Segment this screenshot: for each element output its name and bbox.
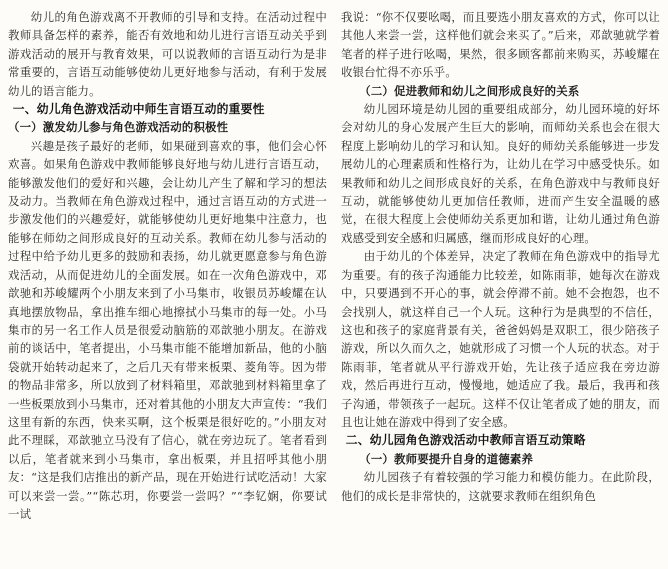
left-column — [8, 8, 327, 569]
paragraph-interest: 兴趣是孩子最好的老师，如果碰到喜欢的事，他们会心怀欢喜。如果角色游戏中教师能够良好地与幼儿进行言语互动，能够激发他们的爱好和兴趣，会让幼儿产生了解和学习的想法及动力。当教师在角色游戏过程中，通过言语互动的方式进一步激发他们的兴趣爱好，就能够使幼儿更好地集中注意力，也能够在师幼之间形成良好的互动关系。教师在幼儿参与活动的过程中给予幼儿更多的鼓励和表扬，幼儿就更愿意参与角色游戏活动，从而促进幼儿的全面发展。如在一次角色游戏中，邓歆驰和苏峻耀两个小朋友来到了小马集市，收银员苏峻耀在认真地摆放物品，拿出推车细心地擦拭小马集市的每一处。小马集市的另一名工作人员是很爱动脑筋的邓歆驰小朋友。在游戏前的谈话中，笔者提出，小马集市能不能增加新品，他的小脑袋就开始转动起来了，之后几天有带来板栗、菱角等。因为带的物品非常多，所以放到了材料箱里，邓歆驰到材料箱里拿了一些板栗放到小马集市，还对着其他的小朋友大声宣传：“我们这里有新的东西，快来买啊，这个板栗是很好吃的。”小朋友对此不理睬，邓歆驰立马没有了信心，就在旁边玩了。笔者看到以后，笔者就来到小马集市，拿出板栗，并且招呼其他小朋友：“这是我们店推出的新产品，现在开始进行试吃活动！大家可以来尝一尝。”“陈芯玥，你要尝一尝吗？”“李钇娴，你要试一试 — [8, 138, 327, 521]
section-heading-1: 一、幼儿角色游戏活动中师生言语互动的重要性 — [12, 102, 265, 117]
subsection-heading-1: （一）激发幼儿参与角色游戏活动的积极性 — [8, 120, 229, 135]
right-column — [341, 8, 660, 569]
subsection-heading-2: （二）促进教师和幼儿之间形成良好的关系 — [359, 83, 580, 98]
subsection-heading-3: （一）教师要提升自身的道德素养 — [359, 451, 534, 466]
paragraph-relationship: 幼儿园环境是幼儿园的重要组成部分，幼儿园环境的好坏会对幼儿的身心发展产生巨大的影响，而师幼关系也会在很大程度上影响幼儿的学习和认知。良好的师幼关系能够进一步发展幼儿的心理素质和性格行为，让幼儿在学习中感受快乐。如果教师和幼儿之间形成良好的关系，在角色游戏中与教师良好互动，就能够使幼儿更加信任教师，进而产生安全温暖的感觉，在很大程度上会使师幼关系更加和谐，让幼儿通过角色游戏感受到安全感和归属感，继而形成良好的心理。 — [341, 102, 660, 245]
paragraph-continuation: 我说：“你不仅要吆喝，而且要选小朋友喜欢的方式，你可以让其他人来尝一尝，这样他们就会来买了。”后来，邓歆驰就学着笔者的样子进行吆喝，果然，很多顾客都前来购买，苏峻耀在收银台忙得不亦乐乎。 — [341, 10, 660, 80]
paragraph-moral-literacy: 幼儿园孩子有着较强的学习能力和模仿能力。在此阶段，他们的成长是非常快的，这就要求教师在组织角色 — [341, 470, 660, 503]
section-heading-2: 二、幼儿园角色游戏活动中教师言语互动策略 — [345, 433, 586, 448]
paragraph-individual-differences: 由于幼儿的个体差异，决定了教师在角色游戏中的指导尤为重要。有的孩子沟通能力比较差，如陈雨菲，她每次在游戏中，只要遇到不开心的事，就会停滞不前。她不会抱怨，也不会找别人，就这样自己一个人玩。这种行为是典型的不信任，这也和孩子的家庭背景有关，爸爸妈妈是双职工，很少陪孩子游戏，所以久而久之，她就形成了习惯一个人玩的状态。对于陈雨菲，笔者就从平行游戏开始，先让孩子适应我在旁边游戏，然后再进行互动，慢慢地，她适应了我。最后，我再和孩子沟通，带领孩子一起玩。这样不仅让笔者成了她的朋友，而且也让她在游戏中得到了安全感。 — [341, 249, 660, 429]
intro-paragraph: 幼儿的角色游戏离不开教师的引导和支持。在活动过程中教师具备怎样的素养，能否有效地和幼儿进行言语互动关乎到游戏活动的展开与教育效果，可以说教师的言语互动行为是非常重要的，言语互动能够使幼儿更好地参与活动，有利于发展幼儿的语言能力。 — [8, 10, 327, 98]
